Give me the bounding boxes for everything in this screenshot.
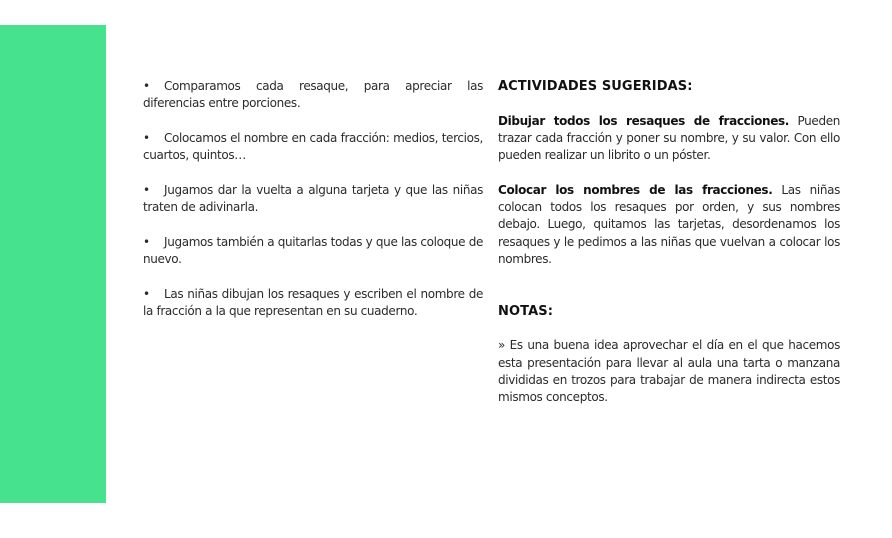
left-column	[143, 78, 483, 337]
activity-paragraph	[498, 113, 840, 165]
bullet-icon: •	[143, 79, 150, 93]
bullet-icon: •	[143, 182, 150, 197]
bullet-text: Jugamos dar la vuelta a alguna tarjeta y que las niñas traten de adivinarla.	[143, 182, 483, 215]
bullet-item	[143, 78, 483, 113]
notes-heading: NOTAS:	[498, 303, 554, 319]
activity-text: Pueden trazar cada fracción y poner su nombre, y su valor. Con ello pueden realizar un librito o un póster.	[498, 113, 841, 163]
activity-text: Las niñas colocan todos los resaques por orden, y sus nombres debajo. Luego, quitamos las tarjetas, desordenamos los resaques y le pedimos a las niñas que vuelvan a colocar los nombres.	[498, 182, 840, 266]
activity-paragraph	[498, 182, 840, 268]
spacer	[498, 286, 840, 303]
activity-title: Dibujar todos los resaques de fracciones.	[498, 113, 790, 128]
bullet-icon: •	[143, 234, 150, 249]
activity-title: Colocar los nombres de las fracciones.	[498, 182, 773, 197]
decorative-green-band	[0, 25, 106, 503]
bullet-text: Las niñas dibujan los resaques y escriben el nombre de la fracción a la que representan en su cuaderno.	[143, 286, 483, 318]
bullet-text: Comparamos cada resaque, para apreciar las diferencias entre porciones.	[143, 79, 483, 111]
bullet-icon: •	[143, 130, 150, 145]
bullet-item	[143, 234, 483, 269]
bullet-text: Colocamos el nombre en cada fracción: medios, tercios, cuartos, quintos…	[143, 130, 483, 163]
bullet-text: Jugamos también a quitarlas todas y que las coloque de nuevo.	[143, 234, 483, 266]
activities-heading: ACTIVIDADES SUGERIDAS:	[498, 79, 693, 94]
bullet-item	[143, 182, 483, 217]
bullet-item	[143, 130, 483, 165]
bullet-icon: •	[143, 286, 150, 301]
bullet-item	[143, 286, 483, 321]
notes-text: » Es una buena idea aprovechar el día en el que hacemos esta presentación para llevar al aula una tarta o manzana divididas en trozos para trabajar de manera indirecta estos mismos conceptos.	[498, 338, 840, 405]
right-column	[498, 78, 840, 424]
